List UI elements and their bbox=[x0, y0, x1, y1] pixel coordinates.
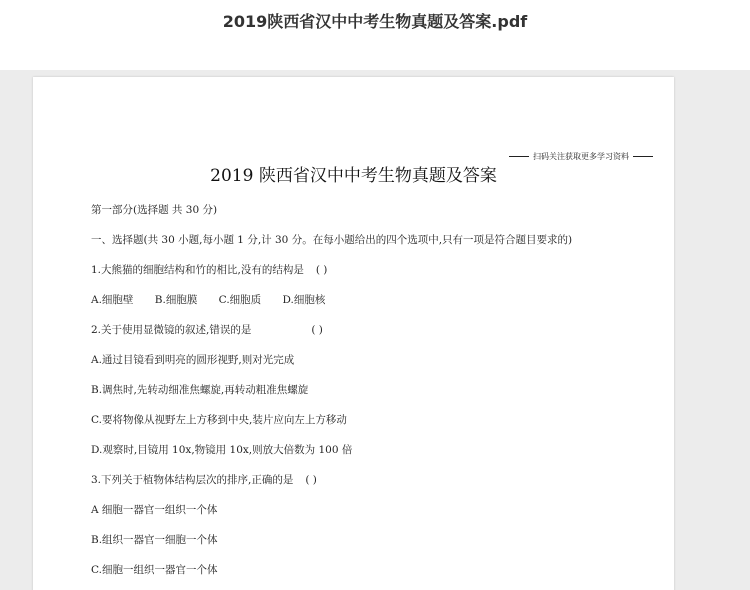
question-2 bbox=[91, 323, 323, 337]
question-3-answer-blank: ( ) bbox=[305, 474, 317, 486]
document-page bbox=[33, 77, 674, 590]
q1-option-d: D.细胞核 bbox=[282, 294, 326, 306]
part-heading: 第一部分(选择题 共 30 分) bbox=[91, 204, 218, 216]
promo-rule-right bbox=[633, 156, 653, 157]
file-title: 2019陕西省汉中中考生物真题及答案.pdf bbox=[222, 12, 528, 31]
q3-option-b: B.组织一器官一细胞一个体 bbox=[91, 534, 218, 546]
q1-option-b: B.细胞膜 bbox=[154, 294, 198, 306]
q1-option-c: C.细胞质 bbox=[218, 294, 262, 306]
question-1-options bbox=[91, 293, 343, 307]
question-1-stem: 1.大熊猫的细胞结构和竹的相比,没有的结构是 bbox=[91, 264, 304, 276]
q2-option-c: C.要将物像从视野左上方移到中央,装片应向左上方移动 bbox=[91, 414, 347, 426]
question-2-answer-blank: ( ) bbox=[311, 324, 323, 336]
question-1 bbox=[91, 263, 327, 277]
q2-option-a: A.通过目镜看到明亮的圆形视野,则对光完成 bbox=[91, 354, 295, 366]
question-3 bbox=[91, 473, 317, 487]
document-header-bar bbox=[0, 0, 750, 70]
question-1-answer-blank: ( ) bbox=[315, 264, 328, 276]
q3-option-a: A 细胞一器官一组织一个体 bbox=[91, 504, 218, 516]
document-title: 2019 陕西省汉中中考生物真题及答案 bbox=[210, 166, 497, 186]
promo-rule-left bbox=[509, 156, 529, 157]
q3-option-c: C.细胞一组织一器官一个体 bbox=[91, 564, 218, 576]
question-3-stem: 3.下列关于植物体结构层次的排序,正确的是 bbox=[91, 474, 294, 486]
promo-text: 扫码关注获取更多学习资料 bbox=[533, 152, 629, 161]
q2-option-b: B.调焦时,先转动细准焦螺旋,再转动粗准焦螺旋 bbox=[91, 384, 309, 396]
section-heading: 一、选择题(共 30 小题,每小题 1 分,计 30 分。在每小题给出的四个选项中,只有一项是符合题目要求的) bbox=[91, 234, 573, 246]
q2-option-d: D.观察时,目镜用 10x,物镜用 10x,则放大倍数为 100 倍 bbox=[91, 444, 353, 456]
question-2-stem: 2.关于使用显微镜的叙述,错误的是 bbox=[91, 324, 252, 336]
q1-option-a: A.细胞壁 bbox=[91, 294, 134, 306]
